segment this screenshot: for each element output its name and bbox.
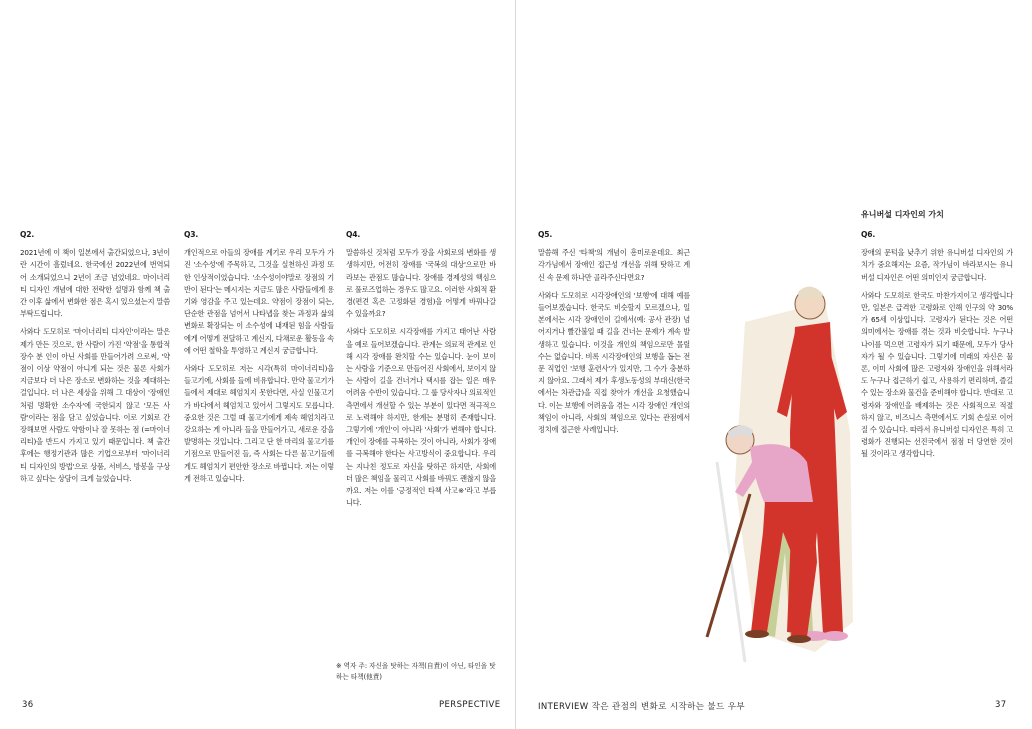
question-label: Q4. xyxy=(346,230,361,239)
question-label: Q3. xyxy=(184,230,199,239)
page-number-right: 37 xyxy=(995,700,1007,710)
answer-text: 사와다 도모히로 저는 시각(특히 마이너리티)을 들고기에, 사회를 들에 비유합니다. 만약 물고기가 들에서 제대로 헤엄치지 못한다면, 사실 인물고기가 바다에서 헤엄치고 있어서 그렇지도 모릅니다. 중요한 것은 그럴 때 물고기에게 제속 헤엄치라고 강요하는 게 아니라 들을 만들어가고, 새로운 강을 발명하는 것입니다. 그리고 단 한 마리의 물고기를 기점으로 만들어진 들, 즉 사회는 다른 물고기들에게도 헤엄치기 편안한 장소로 바뀝니다. 저는 이렇게 전하고 있습니다. xyxy=(184,364,334,483)
page-number-left: 36 xyxy=(22,700,34,710)
question-label: Q6. xyxy=(861,230,876,239)
column-q5 xyxy=(538,229,690,442)
column-q4 xyxy=(346,229,496,515)
question-text: 개인적으로 아들의 장애를 계기로 우리 모두가 가진 '소수성'에 주목하고, 그것을 실천하신 과정 또한 인상적이었습니다. '소수성이야말로 장점의 기반이 된다'는 메시지는 지금도 많은 사람들에게 용기와 영감을 주고 있는데요. 약점이 장점이 되는, 단순한 관점을 넘어서 나타냅을 찾는 과정과 삶의 변화로 확장되는 이 소수성에 내재된 힘을 사람들에게 어떻게 전달하고 계신지, 다채로운 활동을 속에 어떤 철학을 투영하고 계신지 궁금합니다. xyxy=(184,248,334,355)
column-q2 xyxy=(20,229,170,491)
column-q3 xyxy=(184,229,334,491)
question-label: Q5. xyxy=(538,230,553,239)
answer-text: 사와다 도모히로 '마이너리티 디자인'이라는 말은 제가 만든 것으로, 한 사람이 가진 '약점'을 통합적 장수 분 인이 아닌 사회를 만들어가려 으로써, '약점이 이상 약점이 아니게 되는 것은 물론 사회가 지금보다 더 나은 장소로 변화하는 것을 제대하는 걸입니다. 더 나은 세상을 위해 그 대상이 '장애인처럼 명확한 소수자'에 국한되지 않고 '모든 사람'이라는 점을 담고 싶었습니다. 이로 기회로 간장해보면 사람도 약함이나 잘 못하는 점 (=마이너리티)을 반드시 가지고 있기 때문입니다. 책 출간 후에는 행정기관과 많은 기업으로부터 '마이너리티 디자인의 방법'으로 상품, 서비스, 방봉을 구상하고 싶다는 상담이 크게 늘었습니다. xyxy=(20,327,170,483)
question-label: Q2. xyxy=(20,230,35,239)
answer-text: 사와다 도모히로 시각장애인의 '보행'에 대해 예를 들어보겠습니다. 한국도 비슷할지 모르겠으나, 일본에서는 시각 장애인이 길에서(예: 공사 관장) 넘어지거나 빨간불일 때 길을 건너는 문제가 계속 발생하고 있습니다. 이것을 개인의 책임으로만 몰릴 수는 없습니다. 비록 시각장애인의 보행을 돕는 전문 직업인 '보행 훈련사'가 있지만, 그 수가 충분하지 않아요. 그래서 제가 후생노동성의 부대신(한국에서는 차관급)을 직접 찾아가 개선을 요청했습니다. 이는 보행에 어려움을 겪는 시각 장애인 개인의 책임이 아니라, 사회의 책임으로 있다는 관점에서 정치에 접근한 사례입니다. xyxy=(538,290,690,435)
elderly-walking-illustration xyxy=(695,232,855,672)
section-running-head: INTERVIEW 작은 관점의 변화로 시작하는 불드 우부 xyxy=(538,702,745,712)
question-text: 말씀해 주신 '타책'의 개념이 흥미로운데요. 최근 각가님에서 장애인 접근성 개선을 위해 탓하고 계신 속 문제 하나만 골라주신다면요? xyxy=(538,248,690,282)
question-text: 장애의 문턱을 낮추기 위한 유니버설 디자인의 가치가 중요해지는 요즘, 작가님이 바라보시는 유니버설 디자인은 어떤 의미인지 궁금합니다. xyxy=(861,248,1013,282)
column-q6 xyxy=(861,229,1013,467)
question-text: 2021년에 이 책이 일본에서 출간되었으나, 3년이란 시간이 흘렀네요. 한국에선 2022년에 번역되어 소개되었으니 2년이 조금 넘었네요. 마이너리티 디자인 개념에 대한 전략한 설명과 함께 책 출간 이후 삶에서 변화한 점은 혹시 있으셨는지 말씀 부탁드립니다. xyxy=(20,248,170,319)
question-text: 말씀하신 것처럼 모두가 장을 사회로의 변화를 생생하지만, 어전히 장애를 '국복의 대상'으로만 바라보는 관점도 많습니다. 장애를 경제성의 핵심으로 풀로즈업하는 경우도 많고요. 이러한 사회적 환경(편견 혹은 고정화된 경험)을 어떻게 바꿔나갈 수 있을까요? xyxy=(346,248,496,319)
answer-text: 사와다 도모히로 한국도 마찬가지이고 생각합니다만, 일본은 급격한 고령화로 인해 인구의 약 30%가 65세 이상입니다. 고령자가 된다는 것은 어떤 의미에서는 장애를 겪는 것과 비슷합니다. 누구나 나이를 먹으면 고령자가 되기 때문에, 모두가 당사자가 될 수 있습니다. 그렇기에 미래의 자신은 물론, 이미 사회에 많은 고령자와 장애인을 위해서라도 누구나 접근하기 쉽고, 사용하기 편리하며, 즐길 수 있는 장소와 물건을 준비해야 합니다. 반대로 고령자와 장애인을 배제하는 것은 사회적으로 적절하지 않고, 비즈니스 측면에서도 기회 손실로 이어질 수 있습니다. 따라서 유니버설 디자인은 특히 고령화가 진행되는 선진국에서 점점 더 당연한 것이 될 것이라고 생각합니다. xyxy=(861,290,1013,459)
footnote: ※ 역자 주: 자신을 탓하는 자책(自責)이 아닌, 타인을 탓하는 타책(他責) xyxy=(336,662,496,681)
answer-text: 사와다 도모히로 시각장애를 가지고 태어난 사람을 예로 들어보겠습니다. 관계는 의료적 관계로 인해 시각 장애를 완치할 수는 있습니다. 눈이 보이는 사람을 기준으로 만들어진 사회에서, 보이지 않는 사람이 길을 건너거나 택시를 잡는 일은 매우 어려움 수반이 있습니다. 그 룹 당사자나 의료적인 측면에서 개선할 수 있는 부분이 있다면 적극적으로 노력해야 하지만, 한계는 분명히 존재합니다. 그렇기에 '개인'이 아니라 '사회'가 변해야 합니다. 개인이 장애를 극복하는 것이 아니라, 사회가 장애를 극복해야 한다는 사고방식이 중요합니다. 우리는 지나친 정도로 자신을 탓하곤 하지만, 사회에 더 많은 책임을 물리고 사회를 바꿔도 괜찮지 않을까요. 저는 이를 '긍정적인 타책 사고※'라고 부릅니다. xyxy=(346,327,496,508)
magazine-name: PERSPECTIVE xyxy=(439,700,501,710)
section-heading: 유니버설 디자인의 가치 xyxy=(861,210,944,219)
spine-divider xyxy=(515,0,516,729)
